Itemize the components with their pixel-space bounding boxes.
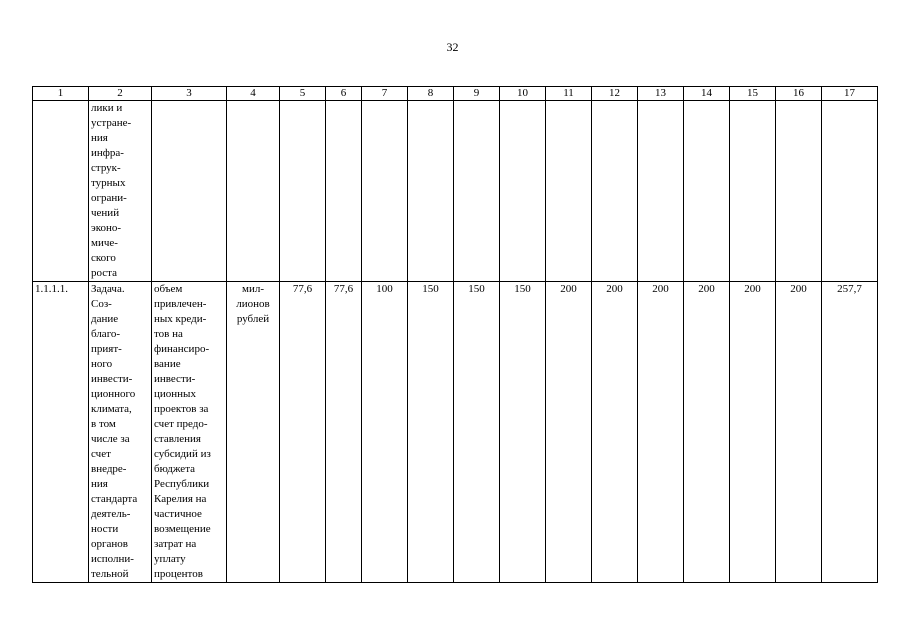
header-cell: 10 [500,87,546,101]
header-cell: 2 [89,87,152,101]
header-cell: 3 [152,87,227,101]
table-cell [776,101,822,282]
header-cell: 12 [592,87,638,101]
value-cell: 150 [500,282,546,583]
task-cell: Задача. Соз- дание благо- прият- ного инвести- ционного климата, в том числе за счет внедре- ния стандарта деятель- ности органов исполни- тельной [89,282,152,583]
value-cell: 100 [362,282,408,583]
value-cell: 200 [638,282,684,583]
table-cell [33,101,89,282]
value-cell: 257,7 [822,282,878,583]
table-header-row [33,87,878,101]
continuation-text-cell: лики и устране- ния инфра- струк- турных ограни- чений эконо- миче- ского роста [89,101,152,282]
table-cell [227,101,280,282]
header-cell: 14 [684,87,730,101]
header-cell: 13 [638,87,684,101]
table-row [33,282,878,583]
header-cell: 15 [730,87,776,101]
header-cell: 11 [546,87,592,101]
table-row-continuation [33,101,878,282]
data-table [32,86,878,583]
header-cell: 7 [362,87,408,101]
table-cell [408,101,454,282]
indicator-cell: объем привлечен- ных креди- тов на финансиро- вание инвести- ционных проектов за счет предо- ставления субсидий из бюджета Республики Карелия на частичное возмещение затрат на уплату процентов [152,282,227,583]
table-cell [326,101,362,282]
value-cell: 77,6 [326,282,362,583]
header-cell: 8 [408,87,454,101]
value-cell: 77,6 [280,282,326,583]
table-cell [454,101,500,282]
header-cell: 4 [227,87,280,101]
code-cell: 1.1.1.1. [33,282,89,583]
header-cell: 17 [822,87,878,101]
header-cell: 9 [454,87,500,101]
table-cell [592,101,638,282]
header-cell: 5 [280,87,326,101]
header-cell: 6 [326,87,362,101]
value-cell: 200 [546,282,592,583]
value-cell: 150 [408,282,454,583]
table-cell [684,101,730,282]
page-number: 32 [446,40,459,54]
value-cell: 200 [776,282,822,583]
table-cell [638,101,684,282]
value-cell: 200 [592,282,638,583]
table-cell [152,101,227,282]
table-cell [822,101,878,282]
value-cell: 150 [454,282,500,583]
table-cell [730,101,776,282]
value-cell: 200 [730,282,776,583]
unit-cell: мил- лионов рублей [227,282,280,583]
table-cell [546,101,592,282]
table-cell [500,101,546,282]
value-cell: 200 [684,282,730,583]
table-cell [362,101,408,282]
header-cell: 1 [33,87,89,101]
header-cell: 16 [776,87,822,101]
table-cell [280,101,326,282]
